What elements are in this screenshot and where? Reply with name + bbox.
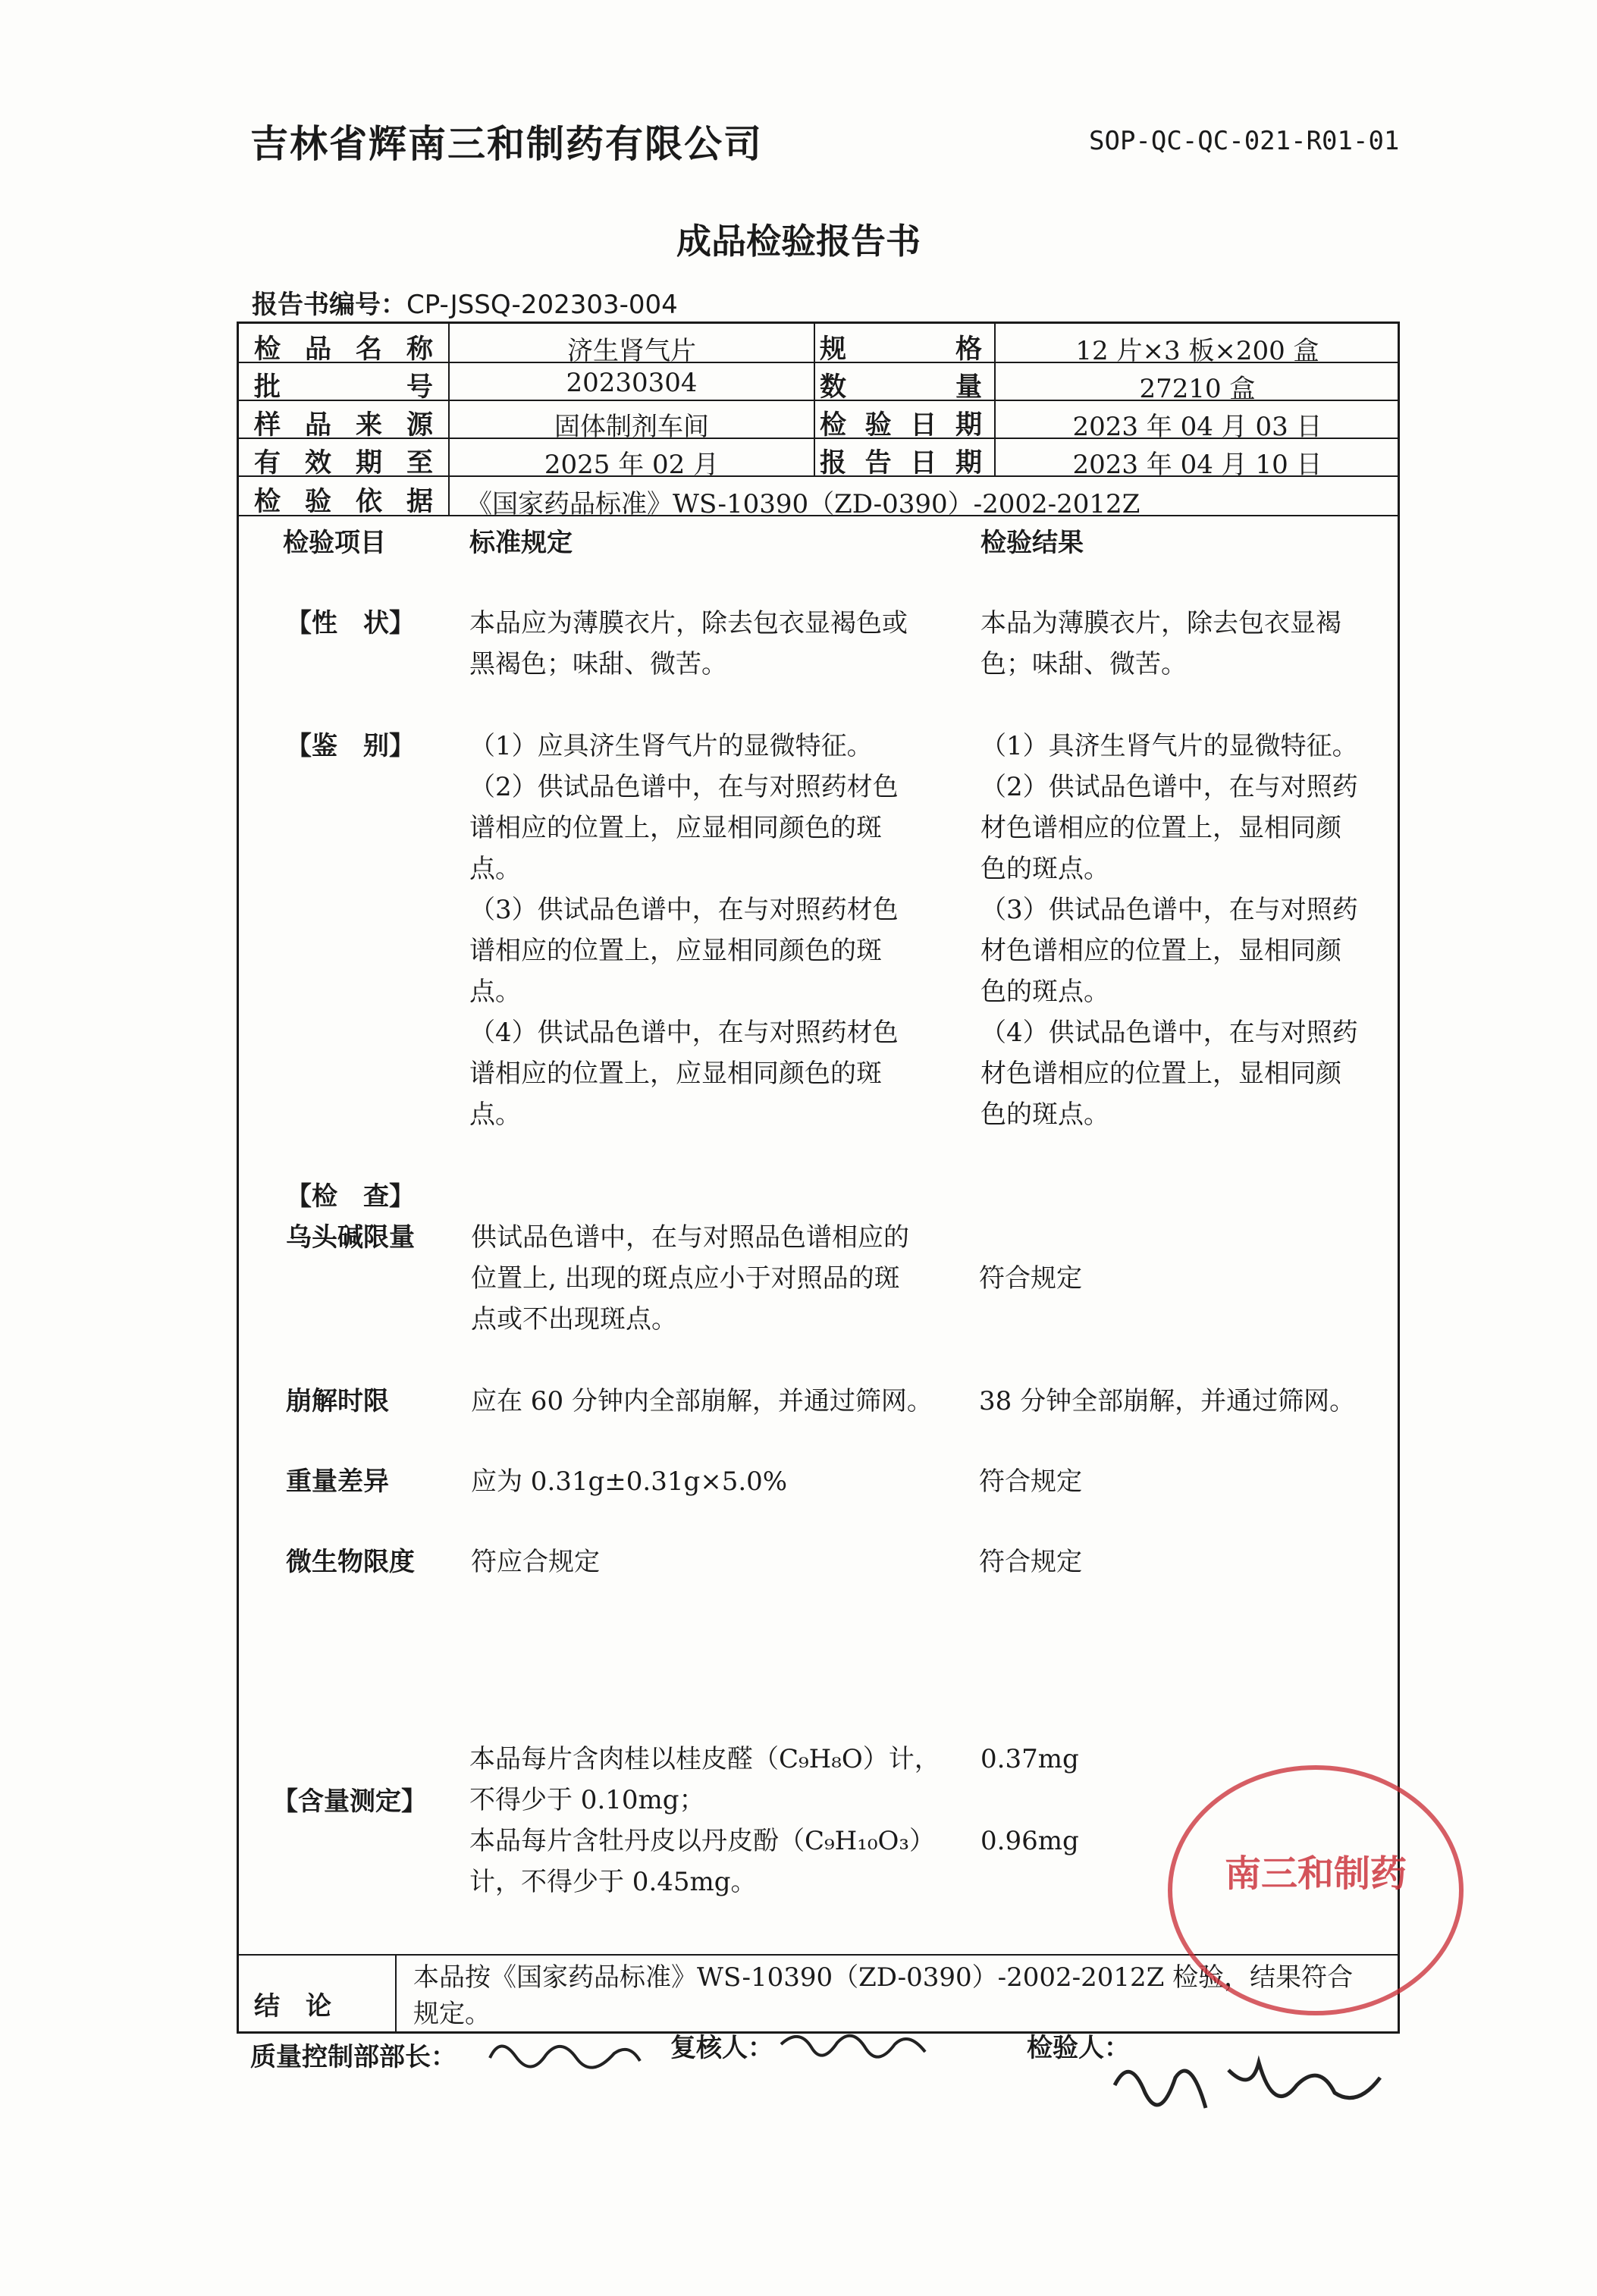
identification-standard-line: 点。 bbox=[469, 1099, 521, 1130]
weight-variation-label: 重量差异 bbox=[286, 1466, 389, 1497]
qc-director-signature bbox=[485, 2028, 645, 2081]
aconitine-standard-line: 供试品色谱中，在与对照品色谱相应的 bbox=[471, 1222, 909, 1253]
inspection-label: 【检 查】 bbox=[286, 1181, 415, 1212]
assay-standard-line: 不得少于 0.10mg； bbox=[469, 1785, 705, 1815]
disintegration-standard: 应在 60 分钟内全部崩解，并通过筛网。 bbox=[471, 1386, 933, 1416]
spec-value: 12 片×3 板×200 盒 bbox=[1075, 336, 1319, 366]
assay-standard-line: 计，不得少于 0.45mg。 bbox=[469, 1867, 757, 1897]
appearance-label: 【性 状】 bbox=[286, 608, 415, 638]
identification-result-line: 色的斑点。 bbox=[980, 977, 1109, 1007]
weight-variation-standard: 应为 0.31g±0.31g×5.0% bbox=[471, 1466, 788, 1497]
reviewer-label: 复核人： bbox=[670, 2033, 773, 2063]
assay-result-paeonol: 0.96mg bbox=[980, 1826, 1079, 1856]
appearance-standard-line: 本品应为薄膜衣片，除去包衣显褐色或 bbox=[469, 608, 908, 638]
aconitine-result: 符合规定 bbox=[979, 1263, 1082, 1294]
aconitine-limit-label: 乌头碱限量 bbox=[286, 1222, 415, 1253]
source-value: 固体制剂车间 bbox=[554, 412, 709, 442]
product-value: 济生肾气片 bbox=[567, 336, 696, 366]
inspect-date-value: 2023 年 04 月 03 日 bbox=[1072, 412, 1322, 442]
identification-standard-line: （2）供试品色谱中，在与对照药材色 bbox=[469, 772, 899, 802]
document-code: SOP-QC-QC-021-R01-01 bbox=[1089, 126, 1400, 156]
basis-value: 《国家药品标准》WS-10390（ZD-0390）-2002-2012Z bbox=[466, 489, 1140, 519]
identification-standard-line: 谱相应的位置上，应显相同颜色的斑 bbox=[469, 813, 882, 843]
microbial-limit-standard: 符应合规定 bbox=[471, 1547, 600, 1577]
quantity-label: 数量 bbox=[820, 372, 982, 403]
batch-label: 批号 bbox=[254, 372, 433, 403]
appearance-result-line: 本品为薄膜衣片，除去包衣显褐 bbox=[980, 608, 1341, 638]
report-table bbox=[237, 322, 1400, 2034]
identification-standard-line: （3）供试品色谱中，在与对照药材色 bbox=[469, 895, 899, 925]
report-title: 成品检验报告书 bbox=[676, 221, 921, 262]
report-number bbox=[252, 284, 678, 321]
report-date-label: 报告日期 bbox=[820, 448, 982, 478]
conclusion-text-line: 规定。 bbox=[413, 1999, 491, 2029]
product-label: 检品名称 bbox=[254, 334, 433, 365]
identification-result-line: （2）供试品色谱中，在与对照药 bbox=[980, 772, 1358, 802]
identification-standard-line: 谱相应的位置上，应显相同颜色的斑 bbox=[469, 1059, 882, 1089]
report-number-value: CP-JSSQ-202303-004 bbox=[406, 290, 678, 320]
appearance-result-line: 色；味甜、微苦。 bbox=[980, 649, 1187, 679]
inspector-label: 检验人： bbox=[1027, 2033, 1130, 2063]
report-date-value: 2023 年 04 月 10 日 bbox=[1072, 450, 1322, 480]
assay-standard-line: 本品每片含牡丹皮以丹皮酚（C₉H₁₀O₃） bbox=[469, 1826, 936, 1856]
identification-result-line: 材色谱相应的位置上，显相同颜 bbox=[980, 1059, 1341, 1089]
identification-label: 【鉴 别】 bbox=[286, 731, 415, 761]
identification-standard-line: 谱相应的位置上，应显相同颜色的斑 bbox=[469, 936, 882, 966]
seal-text: 南三和制药 bbox=[1224, 1852, 1407, 1895]
batch-value: 20230304 bbox=[566, 368, 698, 398]
company-name: 吉林省辉南三和制药有限公司 bbox=[250, 122, 763, 166]
conclusion-label: 结 论 bbox=[254, 1991, 331, 2022]
inspect-date-label: 检验日期 bbox=[820, 410, 982, 441]
assay-label: 【含量测定】 bbox=[272, 1786, 427, 1817]
quantity-value: 27210 盒 bbox=[1139, 374, 1256, 404]
expiry-label: 有效期至 bbox=[254, 448, 433, 478]
disintegration-label: 崩解时限 bbox=[286, 1386, 389, 1416]
conclusion-text-line: 本品按《国家药品标准》WS-10390（ZD-0390）-2002-2012Z 检验，结果符合 bbox=[413, 1962, 1354, 1993]
disintegration-result: 38 分钟全部崩解，并通过筛网。 bbox=[979, 1386, 1356, 1416]
identification-result-line: （1）具济生肾气片的显微特征。 bbox=[980, 731, 1358, 761]
column-standard-header: 标准规定 bbox=[469, 528, 573, 558]
source-label: 样品来源 bbox=[254, 410, 433, 441]
aconitine-standard-line: 点或不出现斑点。 bbox=[471, 1304, 677, 1335]
inspector-signatures bbox=[1107, 2040, 1395, 2138]
assay-standard-line: 本品每片含肉桂以桂皮醛（C₉H₈O）计， bbox=[469, 1744, 940, 1774]
identification-result-line: 材色谱相应的位置上，显相同颜 bbox=[980, 813, 1341, 843]
identification-result-line: 材色谱相应的位置上，显相同颜 bbox=[980, 936, 1341, 966]
weight-variation-result: 符合规定 bbox=[979, 1466, 1082, 1497]
identification-result-line: 色的斑点。 bbox=[980, 1099, 1109, 1130]
identification-standard-line: 点。 bbox=[469, 977, 521, 1007]
identification-standard-line: 点。 bbox=[469, 854, 521, 884]
reviewer-signature bbox=[777, 2022, 928, 2075]
identification-result-line: （4）供试品色谱中，在与对照药 bbox=[980, 1018, 1358, 1048]
microbial-limit-label: 微生物限度 bbox=[286, 1547, 415, 1577]
identification-standard-line: （1）应具济生肾气片的显微特征。 bbox=[469, 731, 873, 761]
basis-label: 检验依据 bbox=[254, 487, 433, 517]
column-result-header: 检验结果 bbox=[980, 528, 1084, 558]
spec-label: 规格 bbox=[820, 334, 982, 365]
expiry-value: 2025 年 02 月 bbox=[544, 450, 720, 480]
report-number-label: 报告书编号： bbox=[252, 290, 406, 320]
appearance-standard-line: 黑褐色；味甜、微苦。 bbox=[469, 649, 727, 679]
aconitine-standard-line: 位置上, 出现的斑点应小于对照品的斑 bbox=[471, 1263, 900, 1294]
identification-result-line: （3）供试品色谱中，在与对照药 bbox=[980, 895, 1358, 925]
microbial-limit-result: 符合规定 bbox=[979, 1547, 1082, 1577]
identification-result-line: 色的斑点。 bbox=[980, 854, 1109, 884]
qc-director-label: 质量控制部部长： bbox=[250, 2042, 457, 2072]
column-item-header: 检验项目 bbox=[283, 528, 386, 558]
assay-result-cinnamaldehyde: 0.37mg bbox=[980, 1744, 1079, 1774]
company-seal bbox=[1168, 1765, 1464, 2015]
identification-standard-line: （4）供试品色谱中，在与对照药材色 bbox=[469, 1018, 899, 1048]
